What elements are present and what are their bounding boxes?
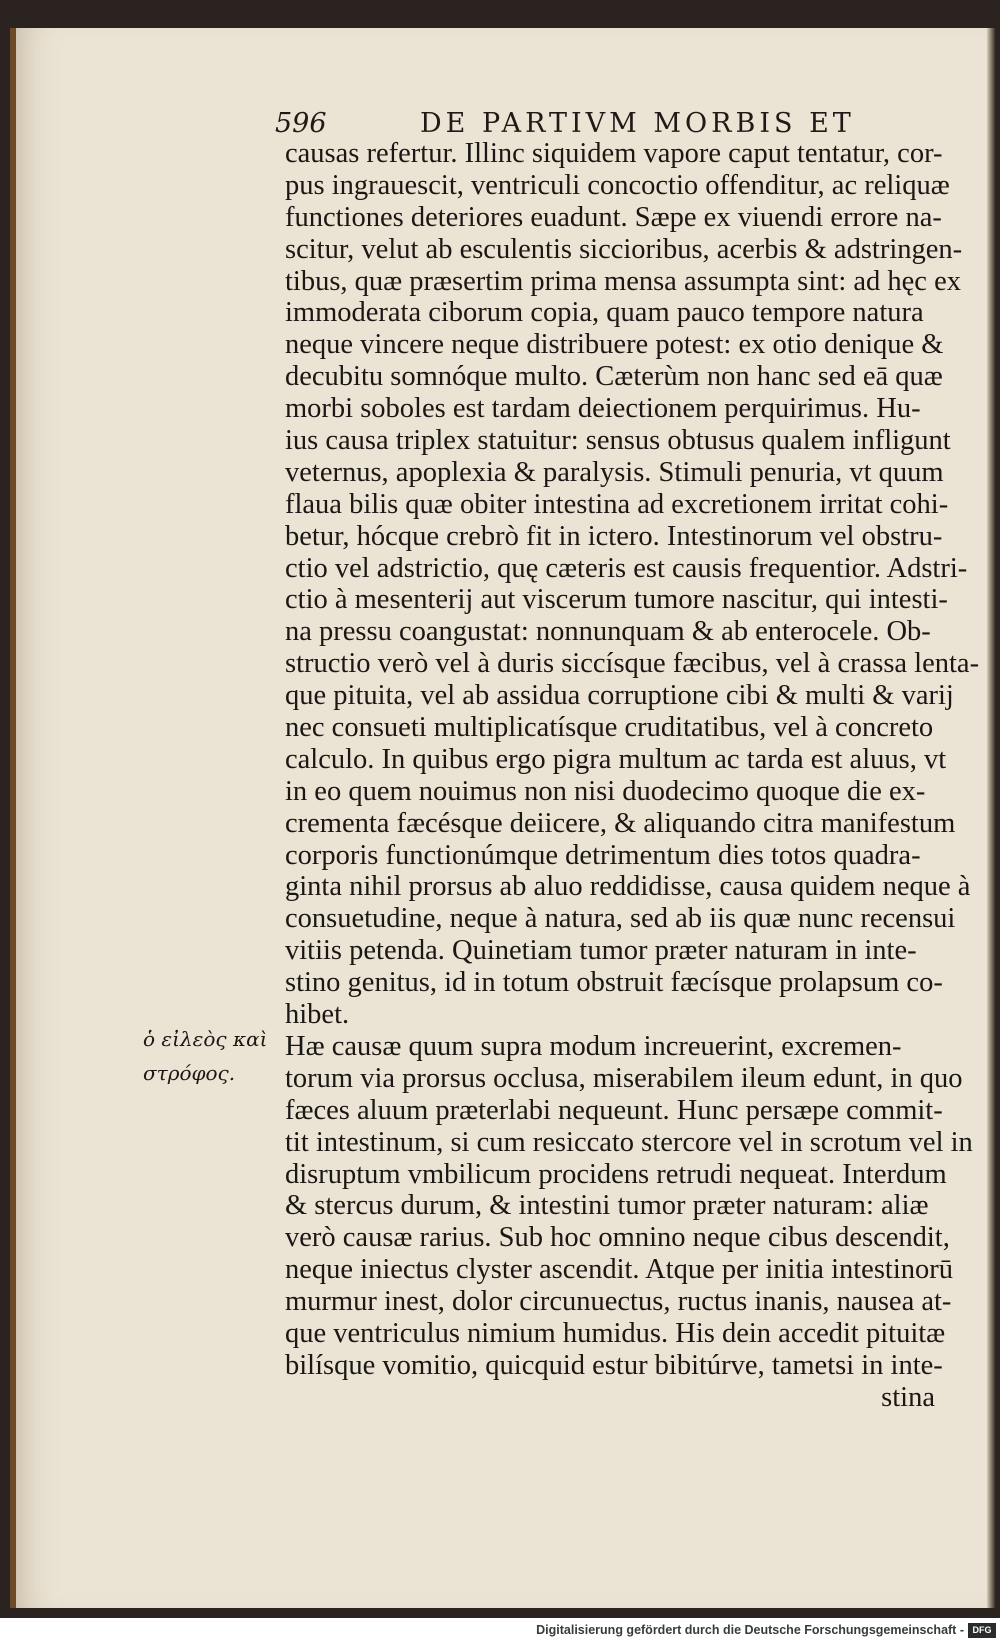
text-line: bilísque vomitio, quicquid estur bibitúrve, tametsi in inte- (285, 1349, 943, 1381)
text-line: causas refertur. Illinc siquidem vapore caput tentatur, cor- (285, 138, 943, 169)
margin-note-greek (143, 1022, 273, 1090)
text-line: stino genitus, id in totum obstruit fæcísque prolapsum co- (285, 967, 943, 999)
text-line: decubitu somnóque multo. Cæterùm non hanc sed eā quæ (285, 361, 943, 393)
text-line: flaua bilis quæ obiter intestina ad excretionem irritat cohi- (285, 488, 949, 520)
text-line: morbi soboles est tardam deiectionem perquirimus. Hu- (285, 393, 921, 425)
margin-note-line: στρόφος. (143, 1061, 236, 1085)
running-head: DE PARTIVM MORBIS ET (420, 108, 855, 139)
text-line: neque vincere neque distribuere potest: ex otio denique & (285, 329, 944, 361)
text-line: functiones deteriores euadunt. Sæpe ex viuendi errore na- (285, 201, 942, 233)
text-line: ginta nihil prorsus ab aluo reddidisse, causa quidem neque à (285, 871, 971, 903)
text-line: que pituita, vel ab assidua corruptione cibi & multi & varij (285, 680, 954, 712)
text-line: torum via prorsus occlusa, miserabilem ileum edunt, in quo (285, 1062, 963, 1094)
text-line: scitur, velut ab esculentis siccioribus, acerbis & adstringen- (285, 233, 963, 265)
text-line: ctio vel adstrictio, quę cæteris est causis frequentior. Adstri- (285, 552, 968, 584)
text-line: immoderata ciborum copia, quam pauco tempore natura (285, 297, 924, 329)
text-line: neque iniectus clyster ascendit. Atque per initia intestinorū (285, 1254, 953, 1286)
page-edge-shadow (987, 28, 995, 1608)
text-line: que ventriculus nimium humidus. His dein accedit pituitæ (285, 1317, 946, 1349)
text-line: consuetudine, neque à natura, sed ab iis quæ nunc recensui (285, 903, 956, 935)
margin-note-line: ὁ εἰλεὸς καὶ (143, 1027, 268, 1051)
text-line: hibet. (285, 999, 350, 1031)
page-number: 596 (275, 108, 327, 139)
text-line: nec consueti multiplicatísque cruditatibus, vel à concreto (285, 712, 934, 744)
text-line: tit intestinum, si cum resiccato stercore vel in scrotum vel in (285, 1126, 973, 1158)
text-line: betur, hócque crebrò fit in ictero. Intestinorum vel obstru- (285, 520, 943, 552)
text-line: tibus, quæ præsertim prima mensa assumpta sint: ad hęc ex (285, 265, 961, 297)
text-line: ius causa triplex statuitur: sensus obtusus qualem infligunt (285, 425, 951, 457)
main-text-block (285, 138, 980, 1414)
text-line: structio verò vel à duris siccísque fæcibus, vel à crassa lenta- (285, 648, 980, 680)
text-line: verò causæ rarius. Sub hoc omnino neque cibus descendit, (285, 1222, 950, 1254)
text-line: disruptum vmbilicum procidens retrudi nequeat. Interdum (285, 1158, 947, 1190)
text-line: vitiis petenda. Quinetiam tumor præter naturam in inte- (285, 935, 917, 967)
text-line: Hæ causæ quum supra modum increuerint, excremen- (285, 1030, 902, 1062)
text-line: veternus, apoplexia & paralysis. Stimuli penuria, vt quum (285, 456, 944, 488)
text-line: corporis functionúmque detrimentum dies totos quadra- (285, 839, 921, 871)
text-line: pus ingrauescit, ventriculi concoctio offenditur, ac reliquæ (285, 169, 950, 201)
text-line: & stercus durum, & intestini tumor præter naturam: aliæ (285, 1190, 929, 1222)
text-line: fæces aluum præterlabi nequeunt. Hunc persæpe commit- (285, 1094, 943, 1126)
dfg-logo-icon: DFG (968, 1623, 996, 1638)
text-line: in eo quem nouimus non nisi duodecimo quoque die ex- (285, 775, 926, 807)
text-line: murmur inest, dolor circunuectus, ructus inanis, nausea at- (285, 1286, 952, 1318)
digitization-credit: Digitalisierung gefördert durch die Deutsche Forschungsgemeinschaft - (536, 1623, 964, 1637)
catchword: stina (881, 1381, 935, 1413)
text-line: na pressu coangustat: nonnunquam & ab enterocele. Ob- (285, 616, 931, 648)
footer-bar (0, 1620, 1000, 1643)
text-line: calculo. In quibus ergo pigra multum ac tarda est aluus, vt (285, 743, 947, 775)
text-line: ctio à mesenterij aut viscerum tumore nascitur, qui intesti- (285, 584, 948, 616)
text-line: crementa fæcésque deiicere, & aliquando citra manifestum (285, 807, 956, 839)
